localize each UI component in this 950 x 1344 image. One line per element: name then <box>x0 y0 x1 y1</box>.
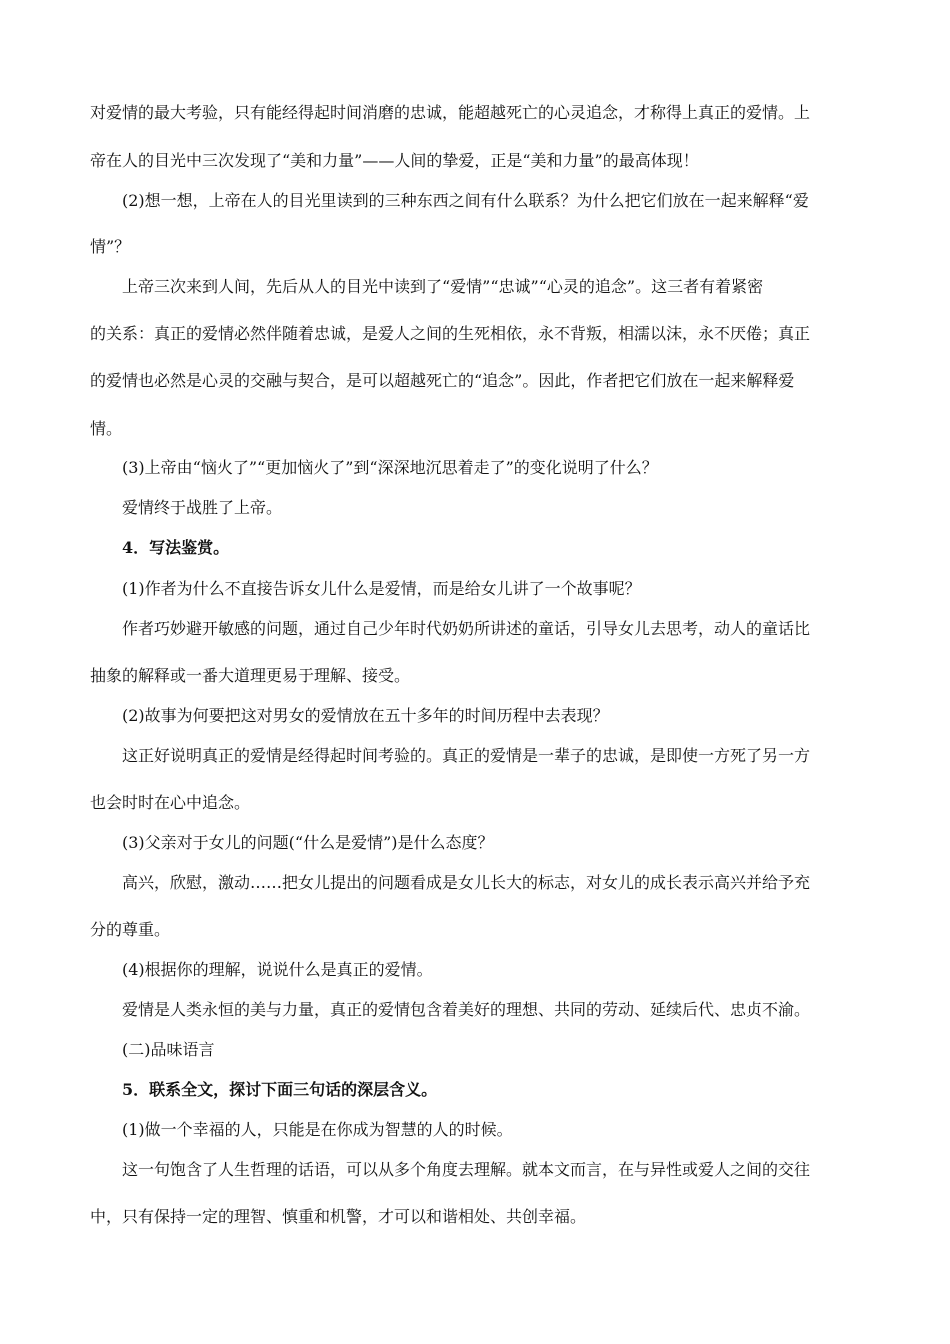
answer-line: 这正好说明真正的爱情是经得起时间考验的。真正的爱情是一辈子的忠诚，是即使一方死了另一方 <box>122 746 811 765</box>
question-line: (1)作者为什么不直接告诉女儿什么是爱情，而是给女儿讲了一个故事呢？ <box>122 579 641 598</box>
question-line: 情”？ <box>90 237 131 256</box>
answer-line: 的关系：真正的爱情必然伴随着忠诚，是爱人之间的生死相依，永不背叛，相濡以沫，永不厌倦；真正 <box>90 324 811 343</box>
answer-line: 中，只有保持一定的理智、慎重和机警，才可以和谐相处、共创幸福。 <box>90 1207 587 1226</box>
answer-line: 的爱情也必然是心灵的交融与契合，是可以超越死亡的“追念”。因此，作者把它们放在一起来解释爱 <box>90 371 795 390</box>
answer-line: 这一句饱含了人生哲理的话语，可以从多个角度去理解。就本文而言，在与异性或爱人之间的交往 <box>122 1160 811 1179</box>
question-line: (2)故事为何要把这对男女的爱情放在五十多年的时间历程中去表现？ <box>122 706 609 725</box>
question-line: (4)根据你的理解，说说什么是真正的爱情。 <box>122 960 433 979</box>
answer-line: 上帝三次来到人间，先后从人的目光中读到了“爱情”“忠诚”“心灵的追念”。这三者有着紧密 <box>122 277 764 296</box>
answer-line: 爱情是人类永恒的美与力量，真正的爱情包含着美好的理想、共同的劳动、延续后代、忠贞不渝。 <box>122 1000 811 1019</box>
section-heading: (二)品味语言 <box>122 1040 215 1059</box>
paragraph-line: 对爱情的最大考验，只有能经得起时间消磨的忠诚，能超越死亡的心灵追念，才称得上真正的爱情。上 <box>90 103 811 122</box>
paragraph-line: 帝在人的目光中三次发现了“美和力量”——人间的挚爱，正是“美和力量”的最高体现！ <box>90 151 699 170</box>
answer-line: 作者巧妙避开敏感的问题，通过自己少年时代奶奶所讲述的童话，引导女儿去思考，动人的童话比 <box>122 619 811 638</box>
question-line: (2)想一想，上帝在人的目光里读到的三种东西之间有什么联系？为什么把它们放在一起来解释“爱 <box>122 191 809 210</box>
answer-line: 也会时时在心中追念。 <box>90 793 251 812</box>
answer-line: 分的尊重。 <box>90 920 171 939</box>
answer-line: 情。 <box>90 419 123 438</box>
answer-line: 爱情终于战胜了上帝。 <box>122 498 283 517</box>
question-line: (3)父亲对于女儿的问题(“什么是爱情”)是什么态度？ <box>122 833 494 852</box>
question-line: (3)上帝由“恼火了”“更加恼火了”到“深深地沉思着走了”的变化说明了什么？ <box>122 458 658 477</box>
section-heading: 5．联系全文，探讨下面三句话的深层含义。 <box>122 1080 438 1099</box>
section-heading: 4．写法鉴赏。 <box>122 538 230 557</box>
answer-line: 高兴，欣慰，激动……把女儿提出的问题看成是女儿长大的标志，对女儿的成长表示高兴并给予充 <box>122 873 811 892</box>
question-line: (1)做一个幸福的人，只能是在你成为智慧的人的时候。 <box>122 1120 513 1139</box>
answer-line: 抽象的解释或一番大道理更易于理解、接受。 <box>90 666 411 685</box>
